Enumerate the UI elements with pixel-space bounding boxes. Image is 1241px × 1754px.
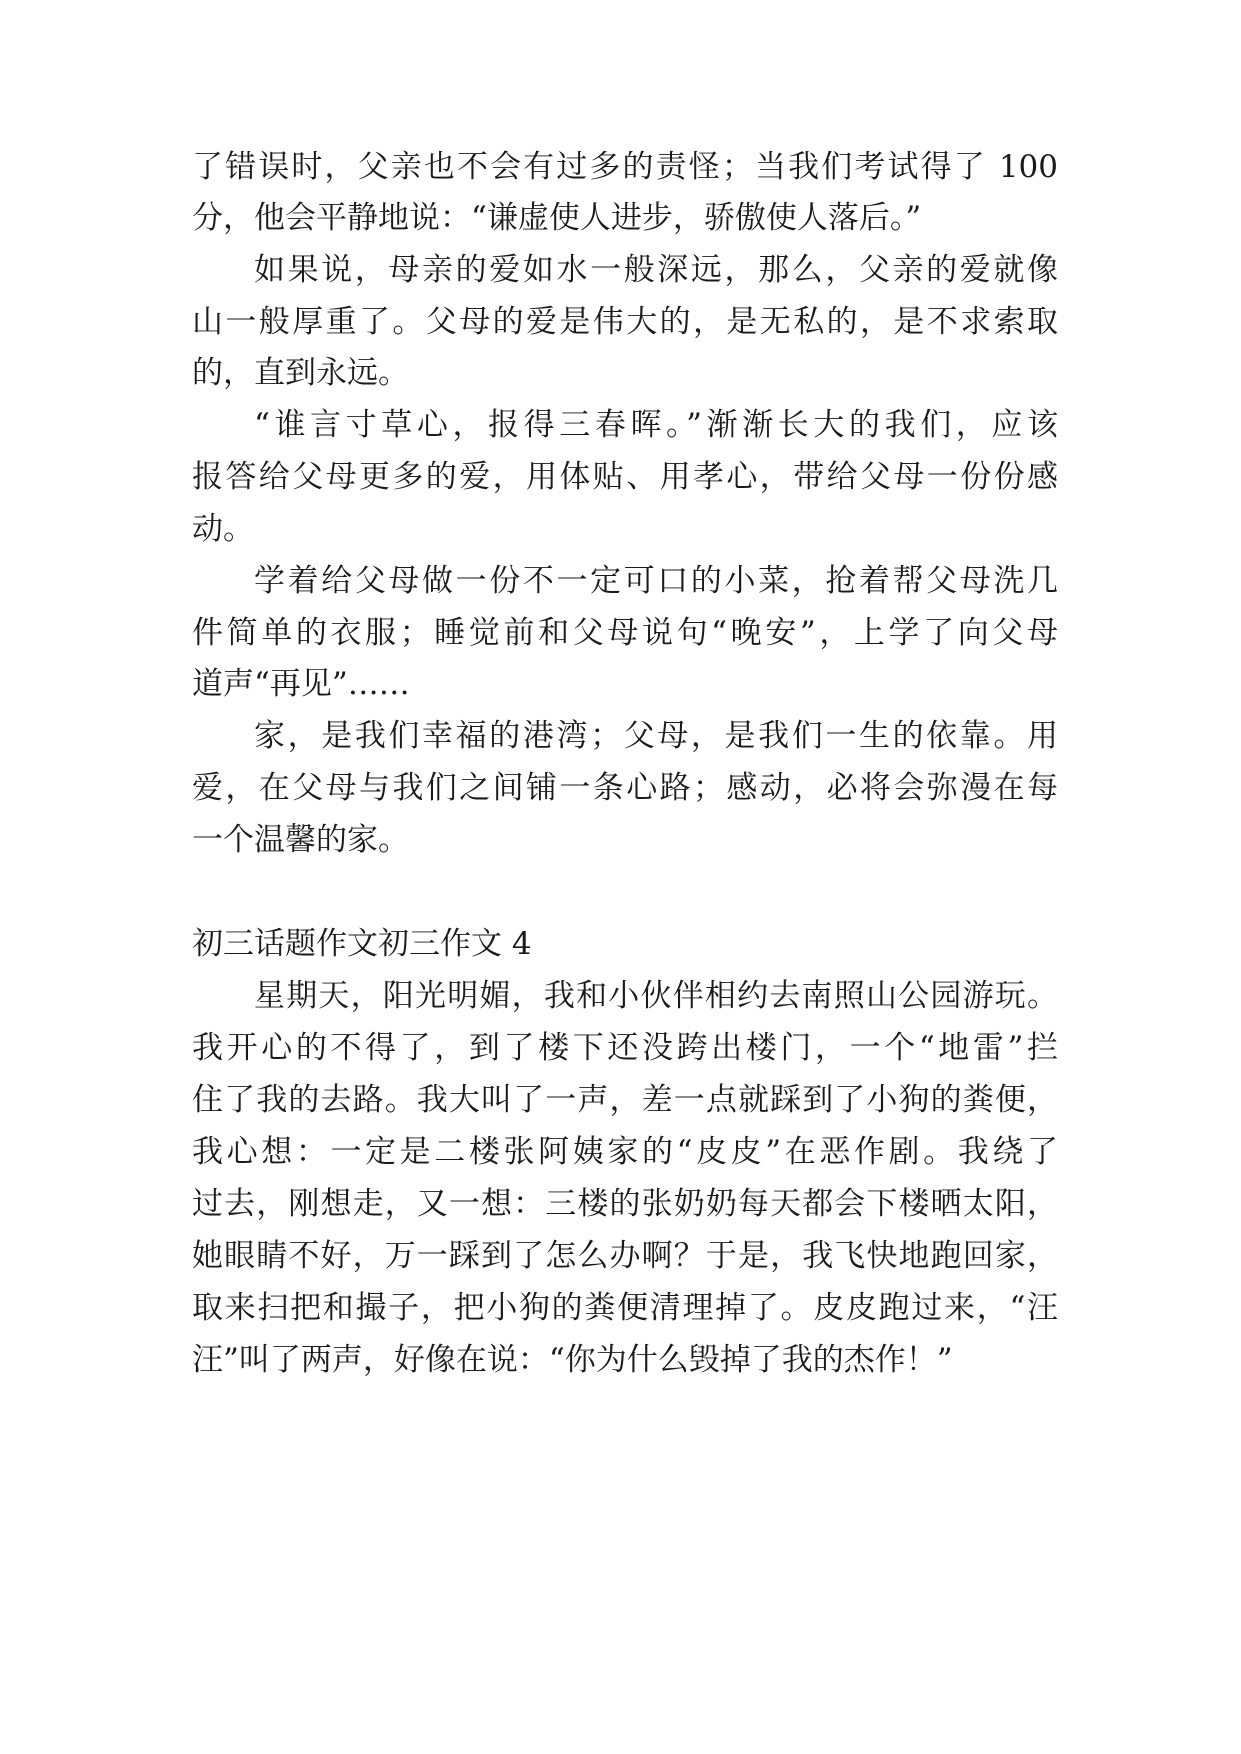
text-line: 如果说，母亲的爱如水一般深远，那么，父亲的爱就像 <box>254 252 1058 288</box>
text-line: 爱，在父母与我们之间铺一条心路；感动，必将会弥漫在每 <box>192 770 1058 806</box>
text-line: 星期天，阳光明媚，我和小伙伴相约去南照山公园游玩。 <box>254 978 1058 1014</box>
text-line: 她眼睛不好，万一踩到了怎么办啊？于是，我飞快地跑回家， <box>192 1238 1058 1274</box>
section-heading: 初三话题作文初三作文 4 <box>192 926 532 962</box>
text-line: 件简单的衣服；睡觉前和父母说句“晚安”，上学了向父母 <box>192 615 1058 651</box>
text-line: 我开心的不得了，到了楼下还没跨出楼门，一个“地雷”拦 <box>192 1030 1058 1066</box>
text-line: 我心想：一定是二楼张阿姨家的“皮皮”在恶作剧。我绕了 <box>192 1134 1058 1170</box>
text-line: 了错误时，父亲也不会有过多的责怪；当我们考试得了 100 <box>192 149 1058 185</box>
text-line: 道声“再见”…… <box>192 666 410 702</box>
text-line: 过去，刚想走，又一想：三楼的张奶奶每天都会下楼晒太阳， <box>192 1186 1058 1222</box>
text-line: 一个温馨的家。 <box>192 822 409 858</box>
text-line: “谁言寸草心，报得三春晖。”渐渐长大的我们，应该 <box>254 407 1058 443</box>
text-line: 动。 <box>192 511 254 547</box>
text-line: 学着给父母做一份不一定可口的小菜，抢着帮父母洗几 <box>254 563 1058 599</box>
text-line: 取来扫把和撮子，把小狗的粪便清理掉了。皮皮跑过来，“汪 <box>192 1290 1058 1326</box>
text-line: 家，是我们幸福的港湾；父母，是我们一生的依靠。用 <box>254 718 1058 754</box>
text-line: 的，直到永远。 <box>192 355 409 391</box>
text-line: 分，他会平静地说：“谦虚使人进步，骄傲使人落后。” <box>192 200 922 236</box>
text-line: 山一般厚重了。父母的爱是伟大的，是无私的，是不求索取 <box>192 304 1058 340</box>
text-line: 报答给父母更多的爱，用体贴、用孝心，带给父母一份份感 <box>192 459 1058 495</box>
text-line: 住了我的去路。我大叫了一声，差一点就踩到了小狗的粪便， <box>192 1082 1058 1118</box>
text-line: 汪”叫了两声，好像在说：“你为什么毁掉了我的杰作！” <box>192 1342 953 1378</box>
